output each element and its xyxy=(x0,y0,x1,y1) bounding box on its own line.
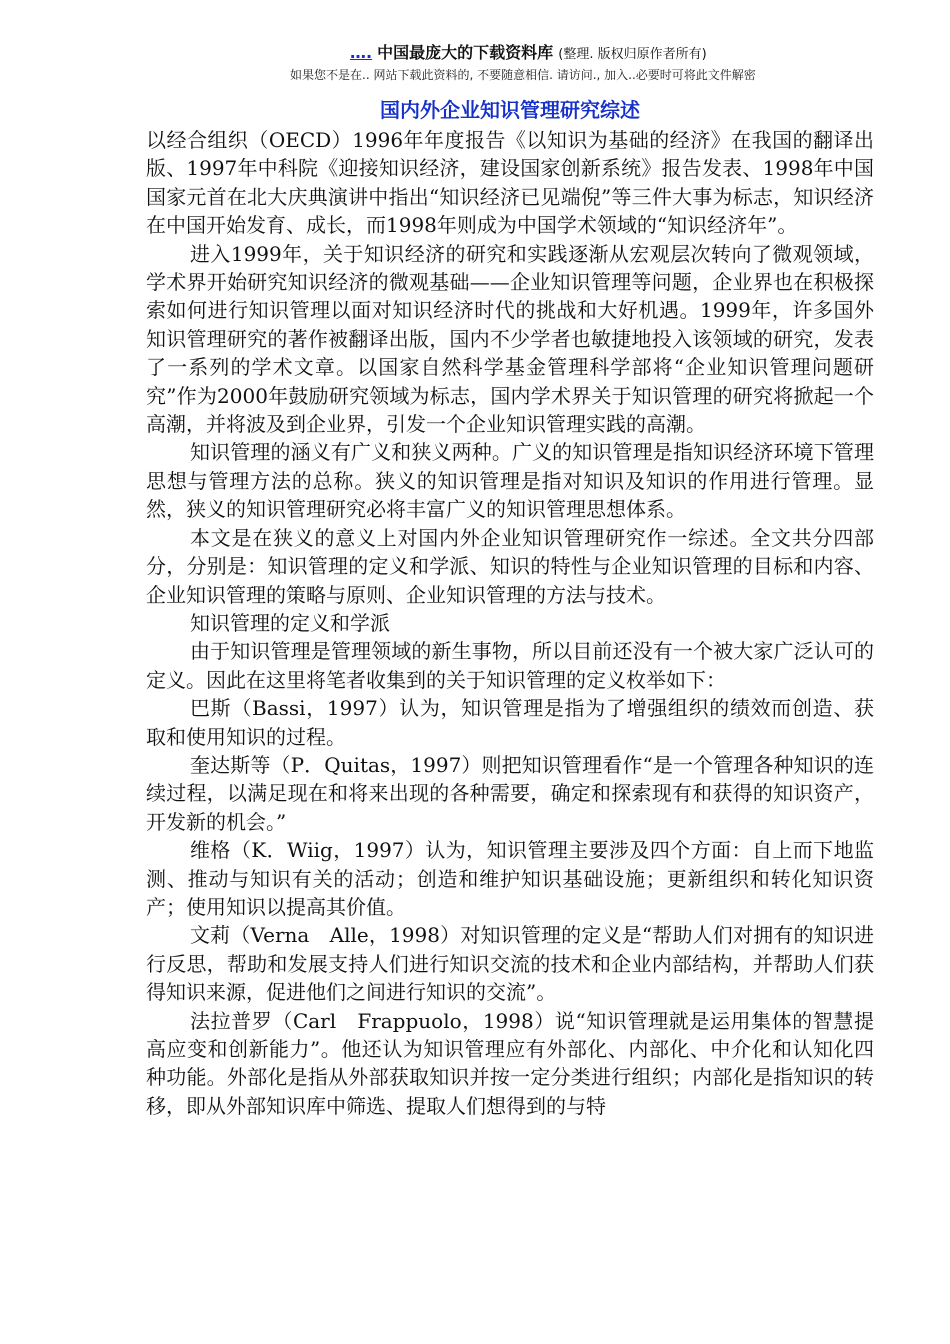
banner-headline xyxy=(190,43,950,65)
paragraph: 以经合组织（OECD）1996年年度报告《以知识为基础的经济》在我国的翻译出版、1997年中科院《迎接知识经济，建设国家创新系统》报告发表、1998年中国国家元首在北大庆典演讲中指出“知识经济已见端倪”等三件大事为标志，知识经济在中国开始发育、成长，而1998年则成为中国学术领域的“知识经济年”。 xyxy=(146,128,874,238)
paragraph: 知识管理的涵义有广义和狭义两种。广义的知识管理是指知识经济环境下管理思想与管理方法的总称。狭义的知识管理是指对知识及知识的作用进行管理。显然，狭义的知识管理研究必将丰富广义的知识管理思想体系。 xyxy=(146,440,874,522)
document-body xyxy=(146,126,874,1120)
banner-notice: 如果您不是在.. 网站下载此资料的, 不要随意相信. 请访问., 加入..必要时可将此文件解密 xyxy=(290,68,756,82)
paragraph: 由于知识管理是管理领域的新生事物，所以目前还没有一个被大家广泛认可的定义。因此在这里将笔者收集到的关于知识管理的定义枚举如下： xyxy=(146,639,874,692)
paragraph: 本文是在狭义的意义上对国内外企业知识管理研究作一综述。全文共分四部分，分别是：知识管理的定义和学派、知识的特性与企业知识管理的目标和内容、企业知识管理的策略与原则、企业知识管理的方法与技术。 xyxy=(146,525,874,607)
document-title: 国内外企业知识管理研究综述 xyxy=(380,98,640,122)
paragraph: 巴斯（Bassi，1997）认为，知识管理是指为了增强组织的绩效而创造、获取和使用知识的过程。 xyxy=(146,696,874,749)
banner-main-text: 中国最庞大的下载资料库 xyxy=(377,43,554,62)
download-banner xyxy=(0,43,950,82)
section-heading: 知识管理的定义和学派 xyxy=(190,610,390,635)
paragraph: 文莉（Verna Alle，1998）对知识管理的定义是“帮助人们对拥有的知识进行反思，帮助和发展支持人们进行知识交流的技术和企业内部结构，并帮助人们获得知识来源，促进他们之间进行知识的交流”。 xyxy=(146,923,874,1005)
banner-copyright-note: (整理. 版权归原作者所有) xyxy=(558,47,707,62)
paragraph: 奎达斯等（P．Quitas，1997）则把知识管理看作“是一个管理各种知识的连续过程，以满足现在和将来出现的各种需要，确定和探索现有和获得的知识资产，开发新的机会。” xyxy=(146,752,874,834)
paragraph: 进入1999年，关于知识经济的研究和实践逐渐从宏观层次转向了微观领域，学术界开始研究知识经济的微观基础——企业知识管理等问题，企业界也在积极探索如何进行知识管理以面对知识经济时代的挑战和大好机遇。1999年，许多国外知识管理研究的著作被翻译出版，国内不少学者也敏捷地投入该领域的研究，发表了一系列的学术文章。以国家自然科学基金管理科学部将“企业知识管理问题研究”作为2000年鼓励研究领域为标志，国内学术界关于知识管理的研究将掀起一个高潮，并将波及到企业界，引发一个企业知识管理实践的高潮。 xyxy=(146,241,874,437)
banner-link[interactable]: …. xyxy=(350,43,373,62)
paragraph: 维格（K．Wiig，1997）认为，知识管理主要涉及四个方面：自上而下地监测、推动与知识有关的活动；创造和维护知识基础设施；更新组织和转化知识资产；使用知识以提高其价值。 xyxy=(146,838,874,919)
paragraph: 法拉普罗（Carl Frappuolo，1998）说“知识管理就是运用集体的智慧提高应变和创新能力”。他还认为知识管理应有外部化、内部化、中介化和认知化四种功能。外部化是指从外部获取知识并按一定分类进行组织；内部化是指知识的转移，即从外部知识库中筛选、提取人们想得到的与特 xyxy=(146,1008,874,1118)
